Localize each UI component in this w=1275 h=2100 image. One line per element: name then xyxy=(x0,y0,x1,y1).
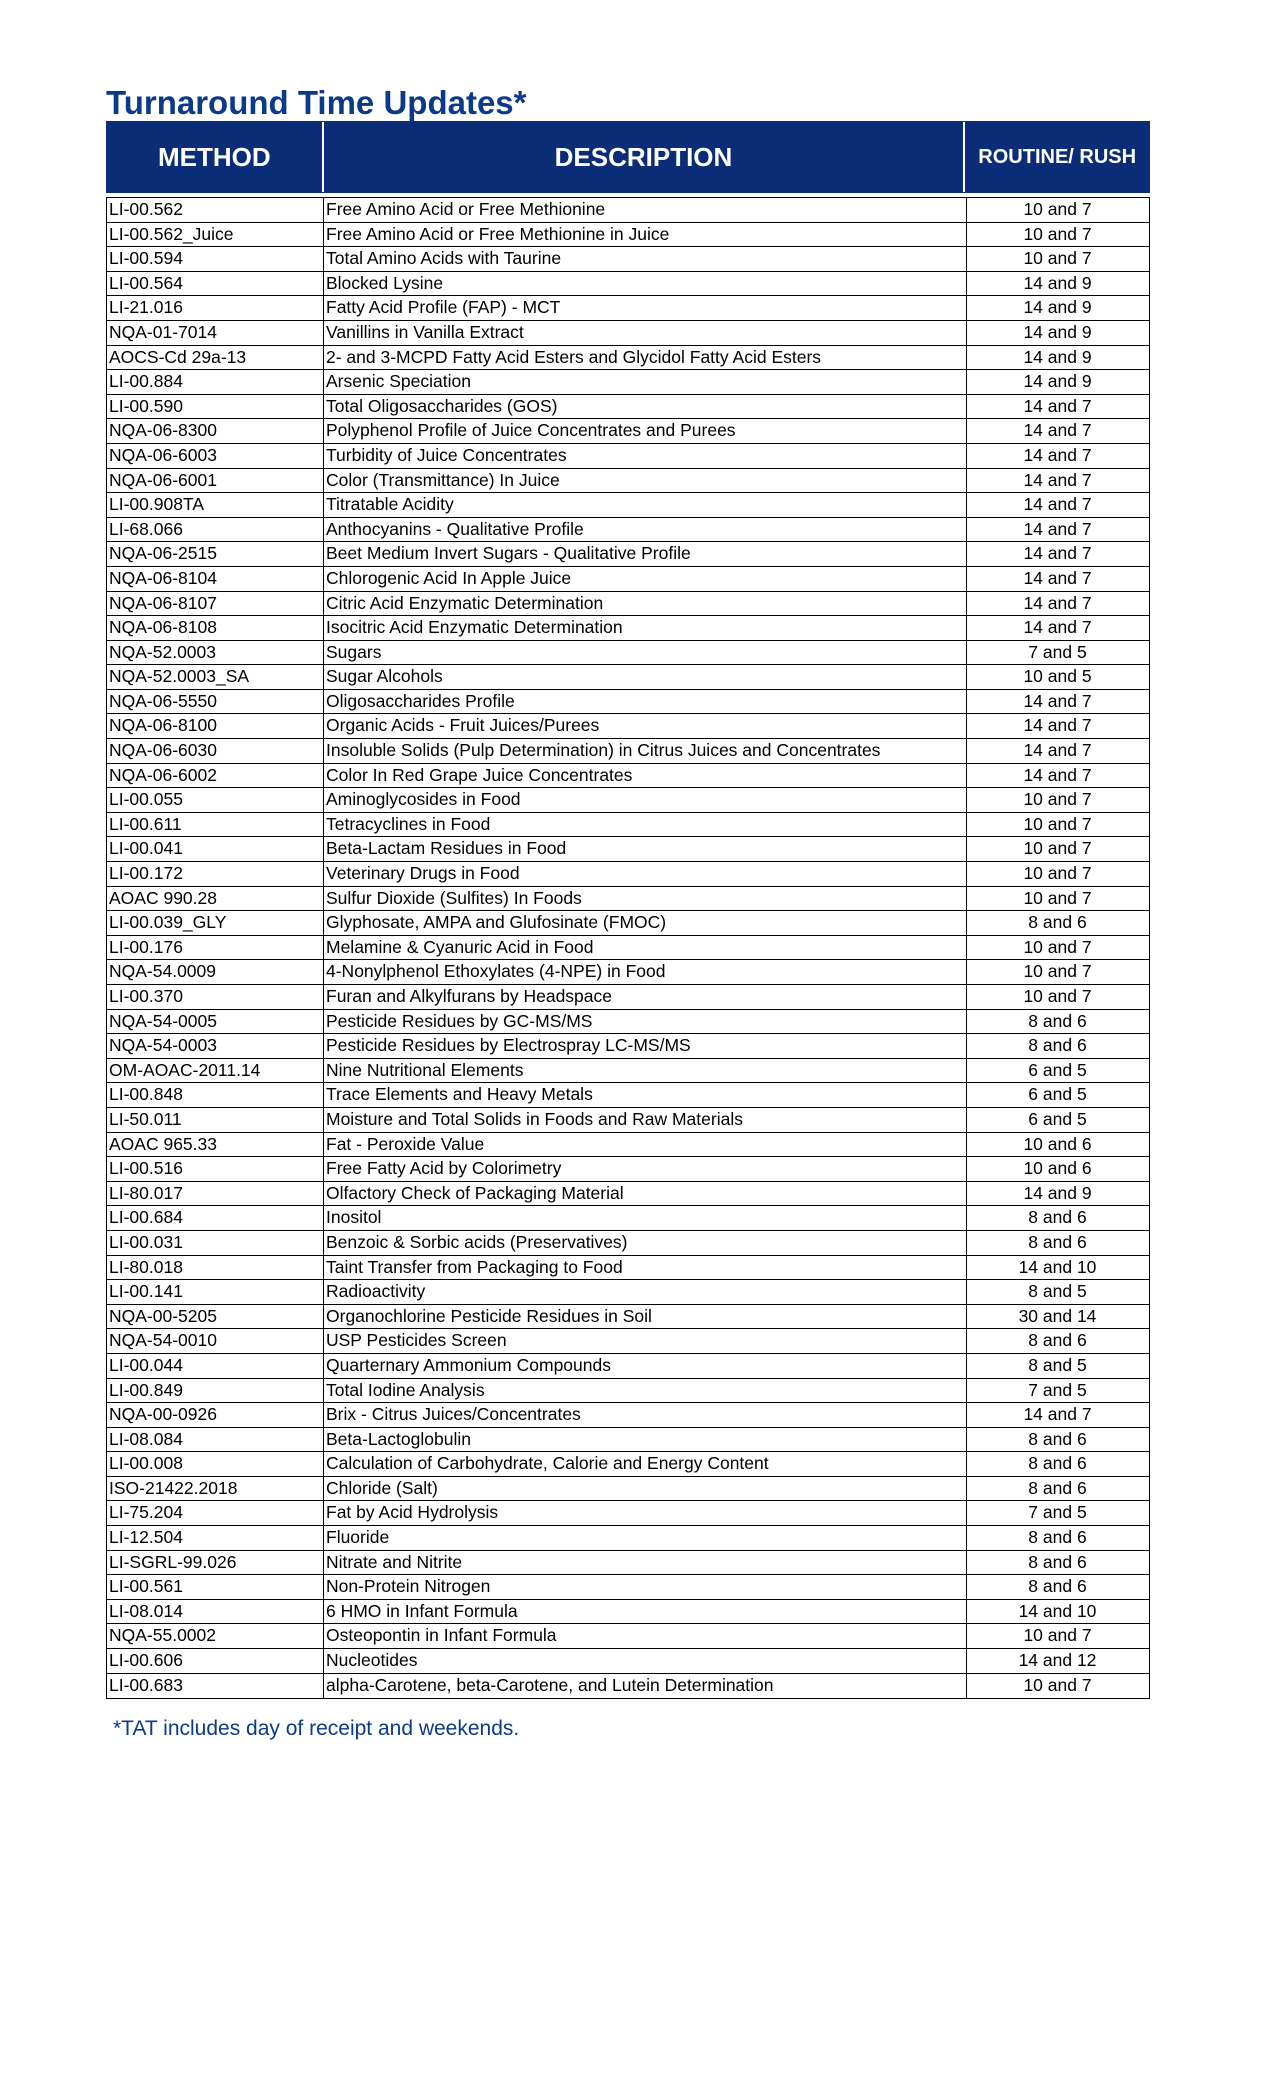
description-cell: Non-Protein Nitrogen xyxy=(324,1575,967,1599)
table-row xyxy=(107,370,1149,395)
footnote: *TAT includes day of receipt and weekends. xyxy=(113,1717,520,1740)
routine-rush-cell: 14 and 7 xyxy=(1023,690,1092,711)
method-cell: NQA-06-2515 xyxy=(107,542,324,566)
description-cell: Taint Transfer from Packaging to Food xyxy=(324,1256,967,1280)
method-cell: LI-00.611 xyxy=(107,813,324,837)
routine-rush-cell: 14 and 7 xyxy=(1023,494,1092,515)
method-cell: LI-80.018 xyxy=(107,1256,324,1280)
routine-rush-cell: 10 and 7 xyxy=(1023,986,1092,1006)
method-cell: NQA-06-5550 xyxy=(107,690,324,714)
method-cell: LI-00.172 xyxy=(107,862,324,886)
routine-rush-cell: 14 and 7 xyxy=(1023,567,1092,588)
routine-rush-cell: 8 and 6 xyxy=(1028,912,1087,933)
turnaround-table xyxy=(106,197,1150,1699)
description-cell: Glyphosate, AMPA and Glufosinate (FMOC) xyxy=(324,911,967,935)
table-row xyxy=(107,862,1149,887)
routine-rush-cell: 10 and 6 xyxy=(1023,1158,1092,1179)
table-row xyxy=(107,936,1149,961)
method-cell: LI-00.031 xyxy=(107,1231,324,1255)
table-row xyxy=(107,665,1149,690)
method-cell: LI-00.564 xyxy=(107,272,324,296)
routine-rush-cell: 14 and 7 xyxy=(1023,715,1092,736)
method-cell: NQA-55.0002 xyxy=(107,1624,324,1648)
method-cell: LI-00.849 xyxy=(107,1379,324,1403)
method-cell: LI-00.594 xyxy=(107,247,324,271)
routine-rush-cell: 10 and 5 xyxy=(1023,666,1092,687)
table-row xyxy=(107,198,1149,223)
description-cell: Free Amino Acid or Free Methionine in Juice xyxy=(324,223,967,247)
routine-rush-cell: 14 and 7 xyxy=(1023,592,1092,613)
method-cell: LI-00.561 xyxy=(107,1575,324,1599)
table-row xyxy=(107,837,1149,862)
routine-rush-cell: 8 and 6 xyxy=(1028,1576,1087,1597)
table-row xyxy=(107,1231,1149,1256)
table-row xyxy=(107,542,1149,567)
table-row xyxy=(107,1649,1149,1674)
routine-rush-cell: 14 and 7 xyxy=(1023,395,1092,416)
description-cell: Chlorogenic Acid In Apple Juice xyxy=(324,567,967,591)
method-cell: NQA-54-0005 xyxy=(107,1010,324,1034)
method-cell: LI-00.908TA xyxy=(107,493,324,517)
table-row xyxy=(107,346,1149,371)
table-row xyxy=(107,813,1149,838)
method-cell: NQA-00-0926 xyxy=(107,1403,324,1427)
routine-rush-cell: 6 and 5 xyxy=(1028,1084,1087,1105)
method-cell: LI-00.562 xyxy=(107,198,324,222)
table-row xyxy=(107,1280,1149,1305)
method-cell: LI-08.084 xyxy=(107,1428,324,1452)
table-row xyxy=(107,1305,1149,1330)
description-cell: Blocked Lysine xyxy=(324,272,967,296)
method-cell: LI-75.204 xyxy=(107,1501,324,1525)
routine-rush-cell: 14 and 7 xyxy=(1023,518,1092,539)
routine-rush-cell: 14 and 7 xyxy=(1023,617,1092,638)
description-cell: Total Amino Acids with Taurine xyxy=(324,247,967,271)
description-cell: Furan and Alkylfurans by Headspace xyxy=(324,985,967,1009)
description-cell: Free Amino Acid or Free Methionine xyxy=(324,198,967,222)
method-cell: LI-00.041 xyxy=(107,837,324,861)
routine-rush-cell: 10 and 7 xyxy=(1023,789,1092,810)
method-cell: NQA-06-8108 xyxy=(107,616,324,640)
method-cell: NQA-06-6001 xyxy=(107,469,324,493)
routine-rush-cell: 14 and 9 xyxy=(1023,346,1092,367)
routine-rush-cell: 14 and 7 xyxy=(1023,1404,1092,1425)
routine-rush-cell: 14 and 7 xyxy=(1023,740,1092,761)
routine-rush-cell: 14 and 10 xyxy=(1018,1600,1097,1621)
description-cell: Nitrate and Nitrite xyxy=(324,1551,967,1575)
routine-rush-cell: 8 and 6 xyxy=(1028,1207,1087,1228)
method-cell: LI-00.141 xyxy=(107,1280,324,1304)
description-cell: Anthocyanins - Qualitative Profile xyxy=(324,518,967,542)
description-cell: Beta-Lactam Residues in Food xyxy=(324,837,967,861)
table-row xyxy=(107,1452,1149,1477)
routine-rush-cell: 10 and 7 xyxy=(1023,863,1092,884)
method-cell: NQA-01-7014 xyxy=(107,321,324,345)
method-cell: NQA-06-8107 xyxy=(107,592,324,616)
method-cell: LI-80.017 xyxy=(107,1182,324,1206)
routine-rush-cell: 10 and 7 xyxy=(1023,248,1092,269)
description-cell: Beta-Lactoglobulin xyxy=(324,1428,967,1452)
routine-rush-cell: 14 and 12 xyxy=(1018,1650,1097,1671)
description-cell: Beet Medium Invert Sugars - Qualitative Profile xyxy=(324,542,967,566)
table-row xyxy=(107,1329,1149,1354)
description-cell: Tetracyclines in Food xyxy=(324,813,967,837)
description-cell: Fat by Acid Hydrolysis xyxy=(324,1501,967,1525)
description-cell: Pesticide Residues by Electrospray LC-MS/MS xyxy=(324,1034,967,1058)
table-row xyxy=(107,1034,1149,1059)
description-cell: Melamine & Cyanuric Acid in Food xyxy=(324,936,967,960)
routine-rush-cell: 14 and 10 xyxy=(1018,1256,1097,1277)
routine-rush-cell: 10 and 7 xyxy=(1023,838,1092,859)
routine-rush-cell: 14 and 7 xyxy=(1023,444,1092,465)
method-cell: NQA-06-6030 xyxy=(107,739,324,763)
table-row xyxy=(107,1674,1149,1699)
table-row xyxy=(107,764,1149,789)
method-cell: NQA-06-8300 xyxy=(107,419,324,443)
description-cell: Organic Acids - Fruit Juices/Purees xyxy=(324,714,967,738)
table-row xyxy=(107,567,1149,592)
description-cell: Fatty Acid Profile (FAP) - MCT xyxy=(324,296,967,320)
table-row xyxy=(107,592,1149,617)
description-cell: Moisture and Total Solids in Foods and Raw Materials xyxy=(324,1108,967,1132)
method-cell: NQA-52.0003 xyxy=(107,641,324,665)
routine-rush-cell: 8 and 6 xyxy=(1028,1330,1087,1351)
table-row xyxy=(107,739,1149,764)
description-cell: Insoluble Solids (Pulp Determination) in Citrus Juices and Concentrates xyxy=(324,739,967,763)
table-row xyxy=(107,1624,1149,1649)
table-row xyxy=(107,911,1149,936)
routine-rush-cell: 8 and 6 xyxy=(1028,1010,1087,1031)
table-row xyxy=(107,1206,1149,1231)
table-row xyxy=(107,1575,1149,1600)
table-row xyxy=(107,247,1149,272)
routine-rush-cell: 10 and 7 xyxy=(1023,199,1092,219)
table-row xyxy=(107,1133,1149,1158)
table-row xyxy=(107,223,1149,248)
table-row xyxy=(107,985,1149,1010)
method-cell: AOCS-Cd 29a-13 xyxy=(107,346,324,370)
routine-rush-cell: 14 and 7 xyxy=(1023,764,1092,785)
method-cell: LI-00.590 xyxy=(107,395,324,419)
page-title: Turnaround Time Updates* xyxy=(106,84,527,121)
table-row xyxy=(107,395,1149,420)
method-cell: LI-00.884 xyxy=(107,370,324,394)
method-cell: AOAC 990.28 xyxy=(107,887,324,911)
routine-rush-cell: 6 and 5 xyxy=(1028,1059,1087,1080)
description-cell: Brix - Citrus Juices/Concentrates xyxy=(324,1403,967,1427)
routine-rush-cell: 8 and 6 xyxy=(1028,1231,1087,1252)
method-cell: LI-21.016 xyxy=(107,296,324,320)
routine-rush-cell: 30 and 14 xyxy=(1018,1305,1097,1326)
table-row xyxy=(107,1157,1149,1182)
description-cell: Sugars xyxy=(324,641,967,665)
routine-rush-cell: 14 and 9 xyxy=(1023,371,1092,392)
table-row xyxy=(107,419,1149,444)
method-cell: LI-00.044 xyxy=(107,1354,324,1378)
table-row xyxy=(107,444,1149,469)
method-cell: LI-00.848 xyxy=(107,1083,324,1107)
routine-rush-cell: 14 and 7 xyxy=(1023,420,1092,441)
method-cell: LI-00.039_GLY xyxy=(107,911,324,935)
description-cell: Calculation of Carbohydrate, Calorie and Energy Content xyxy=(324,1452,967,1476)
description-cell: Arsenic Speciation xyxy=(324,370,967,394)
description-cell: Polyphenol Profile of Juice Concentrates and Purees xyxy=(324,419,967,443)
description-cell: Quarternary Ammonium Compounds xyxy=(324,1354,967,1378)
description-cell: alpha-Carotene, beta-Carotene, and Lutein Determination xyxy=(324,1674,967,1699)
description-cell: Color In Red Grape Juice Concentrates xyxy=(324,764,967,788)
routine-rush-cell: 14 and 9 xyxy=(1023,272,1092,293)
table-row xyxy=(107,493,1149,518)
description-cell: Radioactivity xyxy=(324,1280,967,1304)
description-cell: Oligosaccharides Profile xyxy=(324,690,967,714)
routine-rush-cell: 8 and 6 xyxy=(1028,1035,1087,1056)
method-cell: NQA-00-5205 xyxy=(107,1305,324,1329)
description-cell: USP Pesticides Screen xyxy=(324,1329,967,1353)
routine-rush-cell: 10 and 7 xyxy=(1023,887,1092,908)
method-cell: NQA-06-8100 xyxy=(107,714,324,738)
method-cell: LI-00.516 xyxy=(107,1157,324,1181)
description-cell: Pesticide Residues by GC-MS/MS xyxy=(324,1010,967,1034)
table-row xyxy=(107,518,1149,543)
table-row xyxy=(107,1403,1149,1428)
header-method: METHOD xyxy=(107,122,324,192)
description-cell: Isocitric Acid Enzymatic Determination xyxy=(324,616,967,640)
description-cell: Color (Transmittance) In Juice xyxy=(324,469,967,493)
description-cell: Free Fatty Acid by Colorimetry xyxy=(324,1157,967,1181)
table-row xyxy=(107,1477,1149,1502)
routine-rush-cell: 7 and 5 xyxy=(1028,1502,1087,1523)
routine-rush-cell: 14 and 9 xyxy=(1023,297,1092,318)
routine-rush-cell: 10 and 7 xyxy=(1023,936,1092,957)
method-cell: LI-SGRL-99.026 xyxy=(107,1551,324,1575)
method-cell: LI-00.562_Juice xyxy=(107,223,324,247)
description-cell: Total Oligosaccharides (GOS) xyxy=(324,395,967,419)
description-cell: Titratable Acidity xyxy=(324,493,967,517)
routine-rush-cell: 10 and 7 xyxy=(1023,1674,1092,1695)
table-row xyxy=(107,1428,1149,1453)
method-cell: NQA-52.0003_SA xyxy=(107,665,324,689)
description-cell: Fluoride xyxy=(324,1526,967,1550)
table-row xyxy=(107,1010,1149,1035)
routine-rush-cell: 7 and 5 xyxy=(1028,1379,1087,1400)
routine-rush-cell: 8 and 6 xyxy=(1028,1527,1087,1548)
method-cell: LI-00.055 xyxy=(107,788,324,812)
description-cell: Veterinary Drugs in Food xyxy=(324,862,967,886)
description-cell: Turbidity of Juice Concentrates xyxy=(324,444,967,468)
routine-rush-cell: 8 and 6 xyxy=(1028,1428,1087,1449)
description-cell: Fat - Peroxide Value xyxy=(324,1133,967,1157)
table-row xyxy=(107,887,1149,912)
table-row xyxy=(107,1354,1149,1379)
routine-rush-cell: 14 and 7 xyxy=(1023,543,1092,564)
table-row xyxy=(107,469,1149,494)
table-row xyxy=(107,616,1149,641)
table-row xyxy=(107,714,1149,739)
routine-rush-cell: 8 and 5 xyxy=(1028,1281,1087,1302)
description-cell: Chloride (Salt) xyxy=(324,1477,967,1501)
description-cell: Sugar Alcohols xyxy=(324,665,967,689)
table-row xyxy=(107,960,1149,985)
description-cell: Trace Elements and Heavy Metals xyxy=(324,1083,967,1107)
table-row xyxy=(107,1551,1149,1576)
method-cell: LI-50.011 xyxy=(107,1108,324,1132)
method-cell: LI-00.008 xyxy=(107,1452,324,1476)
routine-rush-cell: 8 and 5 xyxy=(1028,1354,1087,1375)
method-cell: OM-AOAC-2011.14 xyxy=(107,1059,324,1083)
routine-rush-cell: 10 and 7 xyxy=(1023,813,1092,834)
table-row xyxy=(107,1526,1149,1551)
table-row xyxy=(107,1501,1149,1526)
description-cell: Benzoic & Sorbic acids (Preservatives) xyxy=(324,1231,967,1255)
table-row xyxy=(107,1379,1149,1404)
method-cell: NQA-06-8104 xyxy=(107,567,324,591)
routine-rush-cell: 14 and 9 xyxy=(1023,1182,1092,1203)
routine-rush-cell: 10 and 7 xyxy=(1023,961,1092,982)
table-row xyxy=(107,1600,1149,1625)
method-cell: LI-00.176 xyxy=(107,936,324,960)
method-cell: NQA-06-6002 xyxy=(107,764,324,788)
table-row xyxy=(107,1083,1149,1108)
routine-rush-cell: 10 and 6 xyxy=(1023,1133,1092,1154)
method-cell: LI-08.014 xyxy=(107,1600,324,1624)
table-row xyxy=(107,1256,1149,1281)
method-cell: LI-68.066 xyxy=(107,518,324,542)
table-row xyxy=(107,296,1149,321)
description-cell: Osteopontin in Infant Formula xyxy=(324,1624,967,1648)
routine-rush-cell: 14 and 7 xyxy=(1023,469,1092,490)
description-cell: Citric Acid Enzymatic Determination xyxy=(324,592,967,616)
table-row xyxy=(107,272,1149,297)
routine-rush-cell: 6 and 5 xyxy=(1028,1108,1087,1129)
table-row xyxy=(107,788,1149,813)
routine-rush-cell: 10 and 7 xyxy=(1023,223,1092,244)
description-cell: Sulfur Dioxide (Sulfites) In Foods xyxy=(324,887,967,911)
header-routine-rush: ROUTINE/ RUSH xyxy=(978,145,1137,168)
method-cell: NQA-06-6003 xyxy=(107,444,324,468)
table-row xyxy=(107,1108,1149,1133)
method-cell: LI-12.504 xyxy=(107,1526,324,1550)
description-cell: Olfactory Check of Packaging Material xyxy=(324,1182,967,1206)
description-cell: Nucleotides xyxy=(324,1649,967,1673)
routine-rush-cell: 8 and 6 xyxy=(1028,1453,1087,1474)
method-cell: NQA-54.0009 xyxy=(107,960,324,984)
description-cell: 2- and 3-MCPD Fatty Acid Esters and Glycidol Fatty Acid Esters xyxy=(324,346,967,370)
table-row xyxy=(107,1059,1149,1084)
header-description: DESCRIPTION xyxy=(324,122,966,192)
method-cell: NQA-54-0003 xyxy=(107,1034,324,1058)
method-cell: LI-00.370 xyxy=(107,985,324,1009)
routine-rush-cell: 7 and 5 xyxy=(1028,641,1087,662)
description-cell: Inositol xyxy=(324,1206,967,1230)
description-cell: Aminoglycosides in Food xyxy=(324,788,967,812)
description-cell: 4-Nonylphenol Ethoxylates (4-NPE) in Food xyxy=(324,960,967,984)
table-row xyxy=(107,641,1149,666)
method-cell: LI-00.606 xyxy=(107,1649,324,1673)
table-row xyxy=(107,690,1149,715)
method-cell: AOAC 965.33 xyxy=(107,1133,324,1157)
description-cell: 6 HMO in Infant Formula xyxy=(324,1600,967,1624)
table-header xyxy=(106,121,1150,193)
method-cell: ISO-21422.2018 xyxy=(107,1477,324,1501)
method-cell: LI-00.683 xyxy=(107,1674,324,1699)
routine-rush-cell: 8 and 6 xyxy=(1028,1551,1087,1572)
routine-rush-cell: 10 and 7 xyxy=(1023,1625,1092,1646)
table-row xyxy=(107,1182,1149,1207)
method-cell: LI-00.684 xyxy=(107,1206,324,1230)
method-cell: NQA-54-0010 xyxy=(107,1329,324,1353)
description-cell: Vanillins in Vanilla Extract xyxy=(324,321,967,345)
description-cell: Total Iodine Analysis xyxy=(324,1379,967,1403)
description-cell: Organochlorine Pesticide Residues in Soil xyxy=(324,1305,967,1329)
table-row xyxy=(107,321,1149,346)
description-cell: Nine Nutritional Elements xyxy=(324,1059,967,1083)
routine-rush-cell: 8 and 6 xyxy=(1028,1477,1087,1498)
routine-rush-cell: 14 and 9 xyxy=(1023,321,1092,342)
